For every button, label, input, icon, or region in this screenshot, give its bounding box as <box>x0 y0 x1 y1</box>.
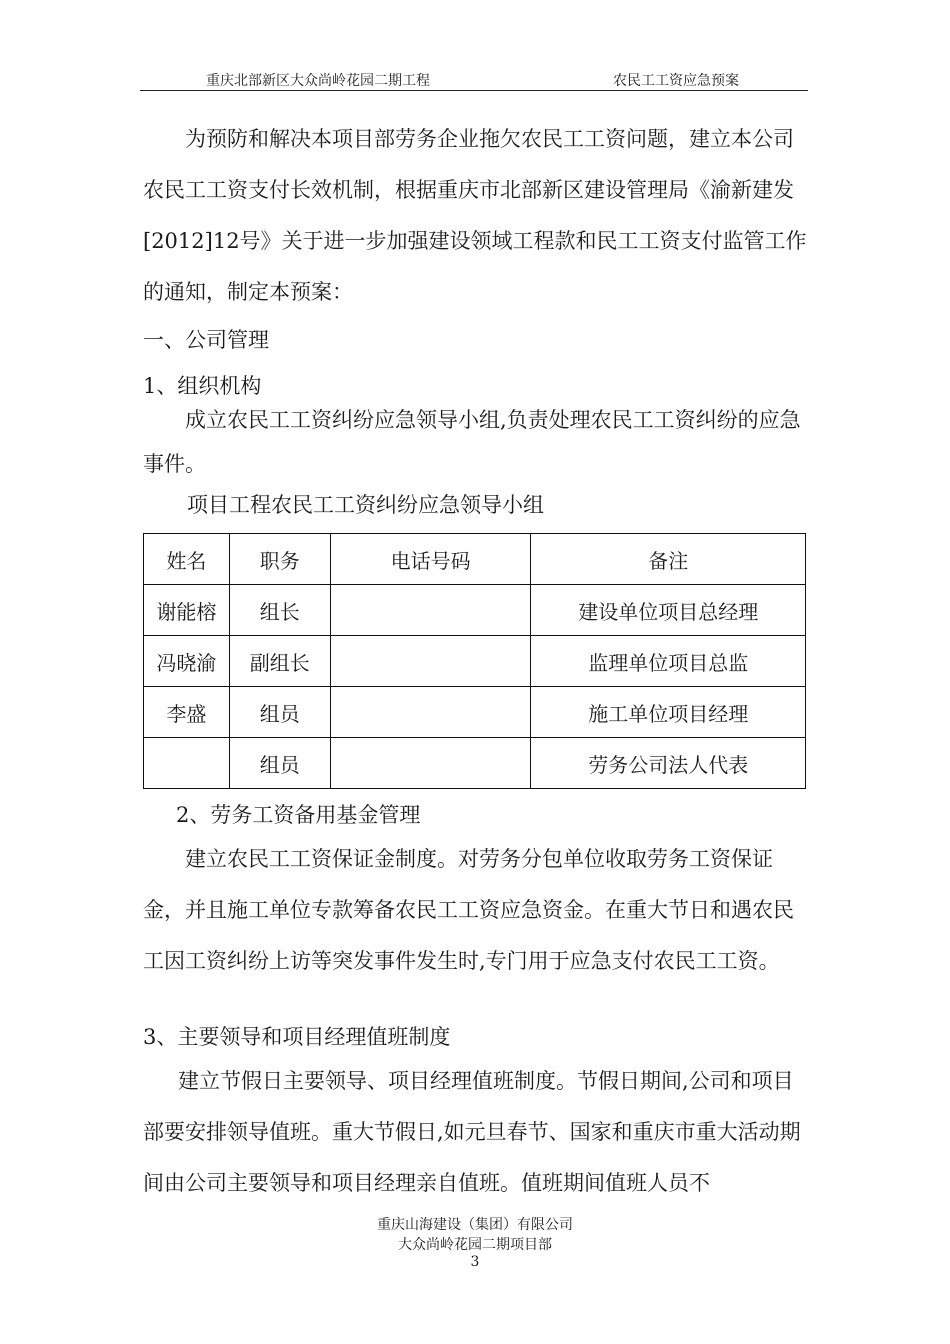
cell-remarks: 建设单位项目总经理 <box>531 585 806 636</box>
header-project-title: 重庆北部新区大众尚岭花园二期工程 <box>206 73 430 89</box>
cell-position: 组员 <box>229 738 330 789</box>
item-heading-wage-fund: 2、劳务工资备用基金管理 <box>176 803 421 827</box>
cell-phone <box>330 636 531 687</box>
header-phone: 电话号码 <box>330 534 531 585</box>
wage-fund-paragraph: 建立农民工工资保证金制度。对劳务分包单位收取劳务工资保证金，并且施工单位专款筹备农民工工资应急资金。在重大节日和遇农民工因工资纠纷上访等突发事件发生时,专门用于应急支付农民工工资。 <box>143 847 794 973</box>
table-row <box>144 738 806 789</box>
cell-position: 组员 <box>229 687 330 738</box>
organization-paragraph: 成立农民工工资纠纷应急领导小组,负责处理农民工工资纠纷的应急事件。 <box>143 408 801 476</box>
page-number: 3 <box>470 1254 480 1270</box>
cell-phone <box>330 687 531 738</box>
page-header <box>140 68 808 91</box>
item-heading-duty-system: 3、主要领导和项目经理值班制度 <box>143 1025 451 1049</box>
footer-department: 大众尚岭花园二期项目部 <box>398 1237 552 1253</box>
item-heading-organization: 1、组织机构 <box>143 374 262 398</box>
leadership-table <box>143 533 806 789</box>
cell-position: 组长 <box>229 585 330 636</box>
cell-position: 副组长 <box>229 636 330 687</box>
header-position: 职务 <box>229 534 330 585</box>
table-header-row <box>144 534 806 585</box>
footer-company: 重庆山海建设（集团）有限公司 <box>377 1217 573 1233</box>
cell-name: 谢能榕 <box>144 585 230 636</box>
cell-remarks: 监理单位项目总监 <box>531 636 806 687</box>
duty-system-paragraph: 建立节假日主要领导、项目经理值班制度。节假日期间,公司和项目部要安排领导值班。重大节假日,如元旦春节、国家和重庆市重大活动期间由公司主要领导和项目经理亲自值班。值班期间值班人员不 <box>143 1069 801 1195</box>
cell-phone <box>330 585 531 636</box>
cell-remarks: 施工单位项目经理 <box>531 687 806 738</box>
header-remarks: 备注 <box>531 534 806 585</box>
table-title: 项目工程农民工工资纠纷应急领导小组 <box>187 493 544 517</box>
table-row <box>144 636 806 687</box>
cell-name <box>144 738 230 789</box>
header-name: 姓名 <box>144 534 230 585</box>
table-row <box>144 687 806 738</box>
cell-phone <box>330 738 531 789</box>
cell-name: 冯晓渝 <box>144 636 230 687</box>
section-heading-company-management: 一、公司管理 <box>143 328 269 352</box>
cell-remarks: 劳务公司法人代表 <box>531 738 806 789</box>
header-document-title: 农民工工资应急预案 <box>613 73 739 89</box>
cell-name: 李盛 <box>144 687 230 738</box>
table-row <box>144 585 806 636</box>
intro-paragraph: 为预防和解决本项目部劳务企业拖欠农民工工资问题，建立本公司农民工工资支付长效机制，根据重庆市北部新区建设管理局《渝新建发[2012]12号》关于进一步加强建设领域工程款和民工工资支付监管工作的通知，制定本预案： <box>143 127 807 304</box>
